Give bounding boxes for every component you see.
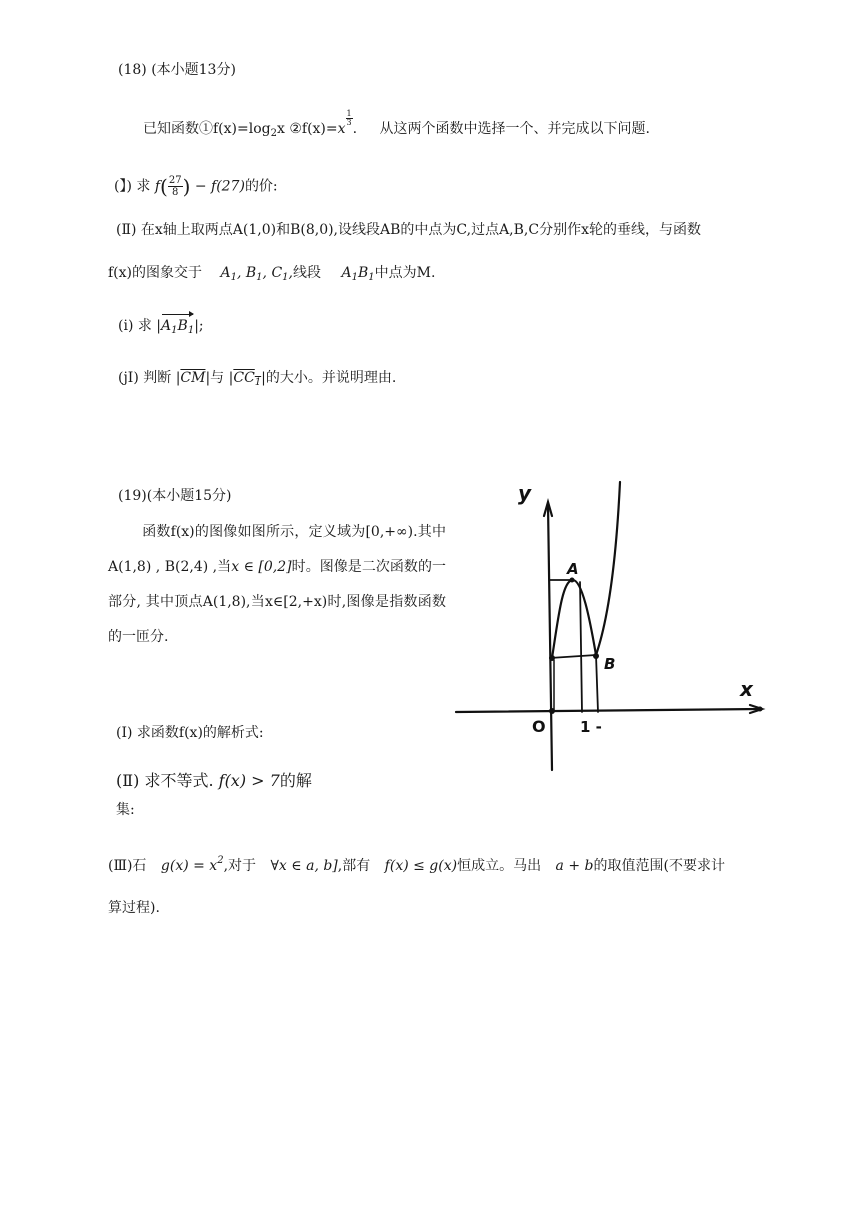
q19-part2 (116, 771, 312, 791)
q18-part2-a1: A (220, 265, 231, 281)
q18-intro-a: 已知函数①f(x)=log (143, 121, 271, 137)
q19-body1: 函数f(x)的图像如图所示，定义域为[0,+∞).其中A(1,8) , B(2,4) ,当 (108, 524, 446, 575)
q18-intro-exp-num: 1 (346, 109, 352, 118)
q18-part1 (114, 175, 278, 198)
q18-intro-x: x (337, 121, 346, 137)
q18-intro-d: 从这两个函数中选择一个、并完成以下问题. (379, 121, 650, 137)
point-b-dot (593, 653, 599, 659)
paren-close-glyph: ) (182, 174, 191, 199)
q18-intro-base: 2 (270, 128, 277, 139)
x-axis-label: x (740, 677, 753, 701)
exponential-curve (596, 482, 620, 655)
point-a-dot (570, 578, 575, 583)
vector-a1b1: $A_1B_1$ (161, 316, 194, 341)
q18-part1-den: 8 (172, 187, 179, 198)
q18-part1-f: f (154, 178, 161, 195)
q18-part2-segment: $A_1B_1$ (341, 265, 375, 283)
q19-part2-b: 的解 (279, 771, 312, 790)
q19-part2-c: 集: (116, 802, 135, 818)
q19-part1: (Ⅰ) 求函数f(x)的解析式: (116, 725, 264, 741)
paren-open-glyph: ( (160, 174, 168, 199)
origin-label: O (532, 717, 546, 736)
q18-part-i (118, 316, 204, 341)
q18-part-ii-cm: $\overline{CM}$ (180, 370, 206, 386)
q19-body (108, 515, 446, 655)
q19-header: (19)(本小题15分) (118, 488, 232, 504)
q18-part1-minus: − f(27) (194, 178, 245, 195)
q19-body1-math: x ∈ [0,2] (231, 559, 292, 575)
q18-part-i-tail: |; (194, 318, 204, 334)
q19-part3-ab: a + b (555, 858, 594, 874)
function-graph (450, 470, 780, 780)
point-a-label: A (567, 560, 579, 578)
q19-part3-f: 算过程). (108, 900, 160, 916)
q19-part3-a: (Ⅲ)石 (108, 858, 147, 874)
q18-intro-b: x ②f(x)= (276, 121, 338, 137)
parabola-curve (552, 580, 596, 658)
q18-intro-exp-den: 3 (346, 118, 352, 127)
guide-line-b (550, 655, 596, 658)
q18-part1-num: 27 (168, 175, 182, 186)
q19-part3-e: 的取值范围(不要求计 (593, 858, 725, 874)
q19-part2-a: (Ⅱ) 求不等式. (116, 771, 214, 790)
q19-part3-c: ,部有 (337, 858, 371, 874)
q19-part3-g-text: g(x) = x (160, 858, 218, 874)
q18-header: (18) (本小题13分) (118, 62, 236, 78)
q18-part-ii (118, 368, 396, 393)
q18-part1-tail: 的价: (244, 178, 278, 195)
q18-part-ii-mid: |与 | (205, 370, 234, 386)
q18-part2-line1: (Ⅱ) 在x轴上取两点A(1,0)和B(8,0),设线段AB的中点为C,过点A,B,C分别作x轮的垂线，与函数 (116, 222, 701, 238)
y-axis-label: y (518, 481, 532, 505)
guide-line-x1 (580, 582, 582, 712)
q18-part1-label: (】) 求 (114, 178, 151, 195)
point-b-label: B (604, 655, 616, 673)
q19-part3-d: 恒成立。马出 (457, 858, 542, 874)
q19-part3-ineq: f(x) ≤ g(x) (384, 858, 458, 874)
q18-part2-points: $A_1$, $B_1$, $C_1$, (220, 265, 293, 283)
origin-dot (549, 708, 555, 714)
q19-part3-b: ,对于 (223, 858, 257, 874)
q18-intro-exponent (346, 110, 353, 127)
q18-part2-line2a: f(x)的图象交于 (108, 265, 203, 281)
q18-part2-line2c: 中点为M. (374, 265, 436, 281)
q19-part3-forall: ∀x ∈ a, b] (270, 858, 338, 874)
q18-part-ii-label: (jI) 判断 | (118, 370, 181, 386)
q19-part2-math: f(x) > 7 (218, 771, 280, 790)
guide-line-x2 (596, 655, 598, 712)
q18-part2-line2 (108, 263, 435, 288)
q18-part-i-label: (i) 求 | (118, 318, 162, 334)
q18-part-ii-cc1: $CC_1$ (233, 370, 262, 388)
y-intercept-dot (549, 655, 555, 661)
x-axis (456, 709, 760, 712)
q18-part1-fraction (168, 175, 183, 198)
q18-part-ii-cc: CC (233, 370, 255, 386)
q18-intro (143, 110, 650, 144)
x-axis-end-dot (758, 707, 763, 712)
q18-part-ii-tail: |的大小。并说明理由. (261, 370, 397, 386)
q18-part2-seg-a: A (341, 265, 352, 281)
q19-body2: 时。图像是二次函数的一部分, 其中顶点A(1,8),当x∈[2,+x)时,图像是指数函数的一匝分. (108, 559, 446, 645)
q19-part3-g: $g(x) = x^2$ (160, 855, 224, 874)
q19-part3 (108, 851, 725, 876)
y-axis (548, 505, 552, 770)
q18-intro-c: . (352, 121, 358, 137)
q18-part2-line2b: 线段 (293, 265, 321, 281)
tick-label: 1 - (580, 718, 602, 736)
